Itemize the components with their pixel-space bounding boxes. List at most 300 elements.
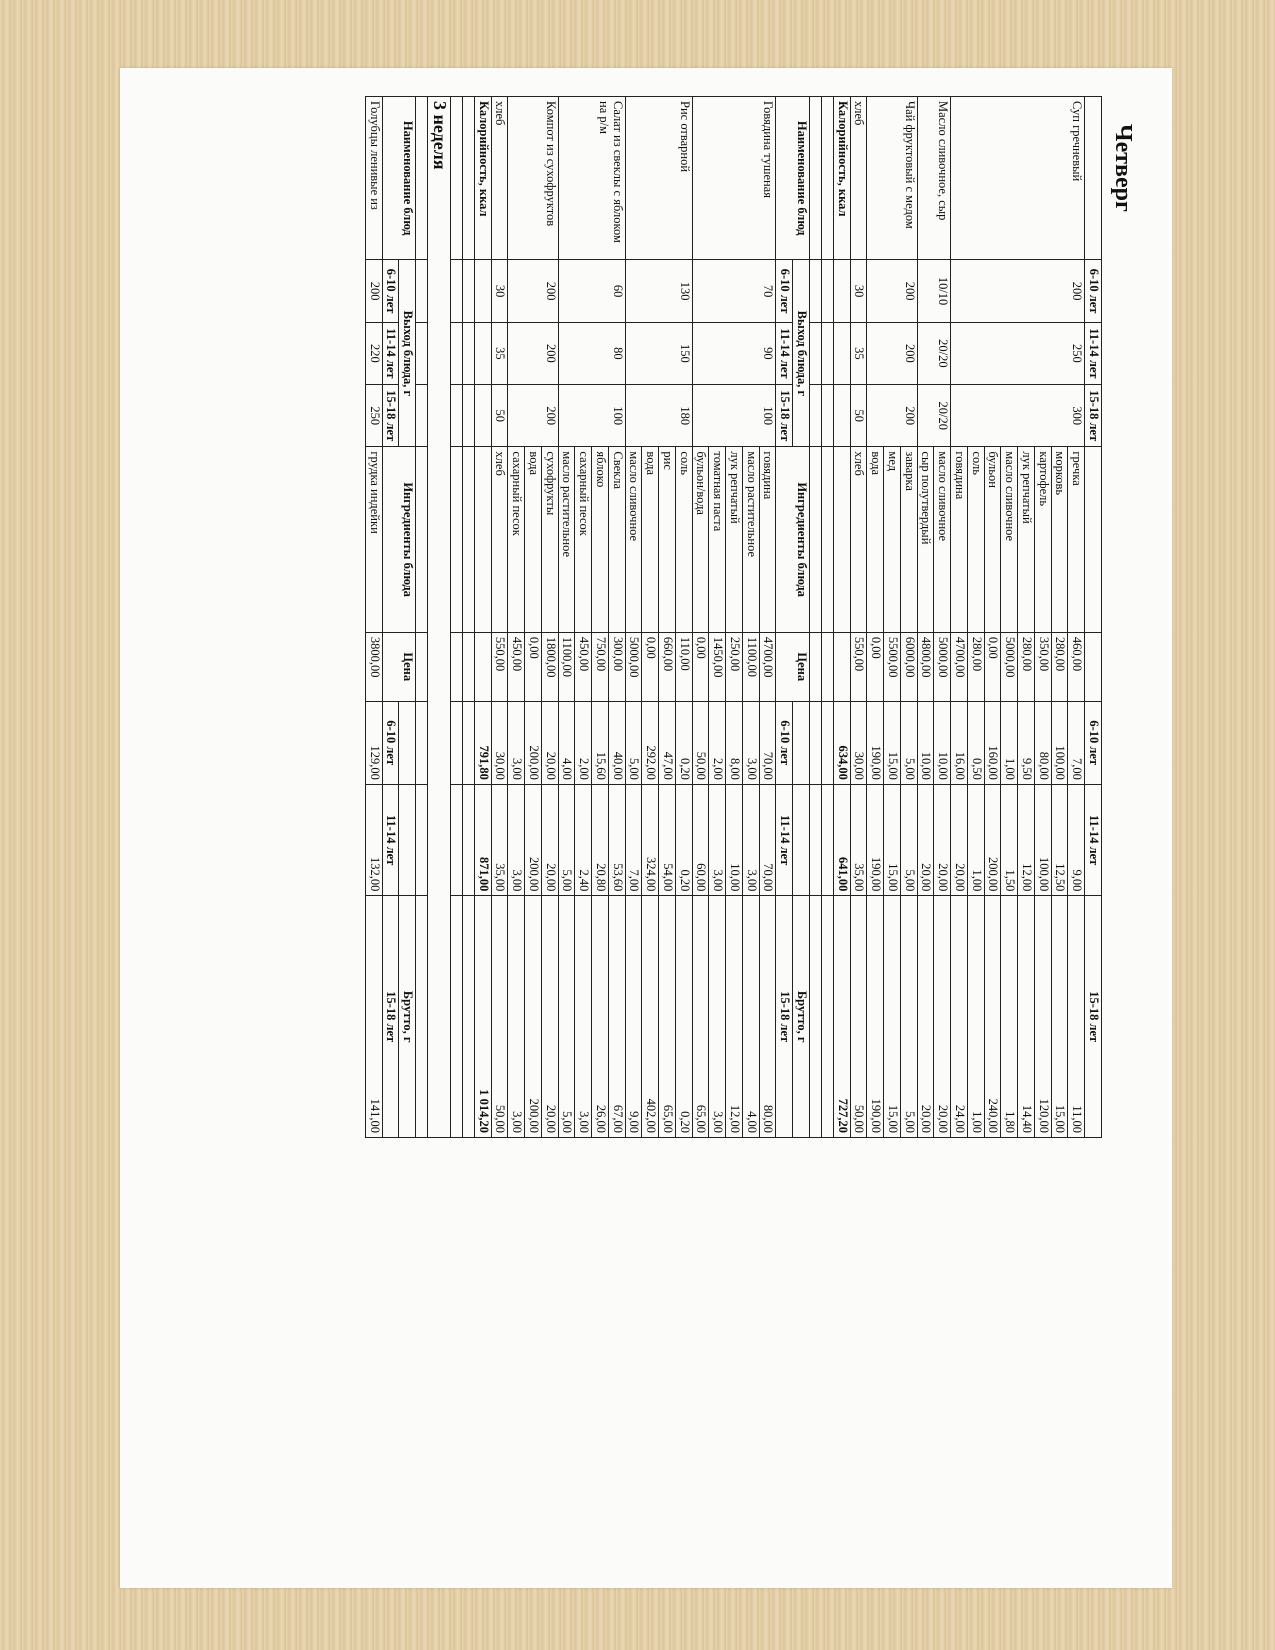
empty-cell [451,784,463,895]
empty-cell [463,632,475,701]
empty-cell [810,896,822,1138]
gross-6-10: 2,00 [575,701,592,784]
gross-15-18: 5,00 [558,896,575,1138]
ingredient-price: 280,00 [1018,632,1035,701]
ingredient-name: заварка [901,447,918,632]
gross-6-10: 40,00 [609,701,626,784]
empty-cell [399,784,416,895]
gross-11-14: 190,00 [867,784,884,895]
lunch-header-yield: Выход блюда, г [793,260,810,447]
gross-15-18: 3,00 [508,896,525,1138]
empty-cell [451,447,463,632]
gross-6-10: 80,00 [1035,701,1052,784]
ingredient-name: бульон [984,447,1001,632]
gross-6-10: 30,00 [491,701,508,784]
gross-11-14: 70,00 [759,784,776,895]
week3-header-ingredients: Ингредиенты блюда [382,447,416,632]
yield-6-10: 200 [508,260,558,322]
ingredient-name: масло растительное [558,447,575,632]
empty-cell [475,260,492,322]
empty-cell [451,632,463,701]
breakfast-dish-name: Масло сливочное, сыр [917,97,951,260]
gross-15-18: 14,40 [1018,896,1035,1138]
empty-cell [1085,97,1102,260]
empty-cell [463,97,475,260]
ingredient-name: соль [676,447,693,632]
ingredient-row [609,97,626,1138]
empty-cell [822,784,834,895]
empty-cell [793,784,810,895]
age-15-18: 15-18 лет [382,385,399,447]
week-title: 3 неделя [428,97,451,1138]
gross-11-14: 15,00 [884,784,901,895]
gross-11-14: 200,00 [984,784,1001,895]
spacer-row [810,97,822,1138]
gross-15-18: 26,00 [592,896,609,1138]
gross-11-14: 20,00 [542,784,559,895]
yield-6-10: 200 [365,260,382,322]
gross-6-10: 100,00 [1051,701,1068,784]
ingredient-row [759,97,776,1138]
ingredient-row [491,97,508,1138]
lunch-dish-name: хлеб [491,97,508,260]
gross-15-18: 190,00 [867,896,884,1138]
empty-cell [1085,632,1102,701]
calorie-label: Калорийность, ккал [475,97,492,260]
gross-15-18: 24,00 [951,896,968,1138]
gross-15-18: 50,00 [491,896,508,1138]
yield-6-10: 10/10 [917,260,951,322]
empty-cell [822,701,834,784]
empty-cell [416,322,428,384]
ingredient-price: 6000,00 [901,632,918,701]
gross-11-14: 3,00 [743,784,760,895]
gross-11-14: 7,00 [625,784,642,895]
week3-header-price: Цена [382,632,416,701]
gross-6-10: 3,00 [508,701,525,784]
ingredient-name: говядина [951,447,968,632]
week-title-row [428,97,451,1138]
gross-11-14: 60,00 [692,784,709,895]
gross-6-10: 0,50 [968,701,985,784]
gross-11-14: 3,00 [709,784,726,895]
yield-15-18: 50 [850,385,867,447]
age-11-14: 11-14 лет [382,784,399,895]
ingredient-name: масло сливочное [934,447,951,632]
gross-11-14: 20,00 [951,784,968,895]
empty-cell [1085,447,1102,632]
yield-6-10: 30 [491,260,508,322]
age-6-10: 6-10 лет [1085,701,1102,784]
gross-6-10: 5,00 [901,701,918,784]
calorie-6-10: 634,00 [834,701,851,784]
gross-6-10: 16,00 [951,701,968,784]
gross-15-18: 402,00 [642,896,659,1138]
gross-15-18: 3,00 [575,896,592,1138]
lunch-dish-name: Компот из сухофруктов [508,97,558,260]
yield-11-14: 250 [951,322,1085,384]
gross-15-18: 1,80 [1001,896,1018,1138]
gross-6-10: 7,00 [1068,701,1085,784]
empty-cell [822,385,834,447]
yield-15-18: 100 [558,385,625,447]
gross-15-18: 141,00 [365,896,382,1138]
ingredient-row [676,97,693,1138]
ingredient-price: 450,00 [508,632,525,701]
yield-11-14: 35 [491,322,508,384]
empty-cell [475,322,492,384]
yield-6-10: 130 [625,260,692,322]
week3-header-yield: Выход блюда, г [399,260,416,447]
ingredient-price: 5000,00 [1001,632,1018,701]
gross-6-10: 2,00 [709,701,726,784]
breakfast-dish-name: Чай фруктовый с медом [867,97,917,260]
empty-cell [810,385,822,447]
gross-11-14: 1,00 [968,784,985,895]
ingredient-price: 450,00 [575,632,592,701]
empty-cell [834,447,851,632]
ingredient-name: яблоко [592,447,609,632]
age-11-14: 11-14 лет [1085,322,1102,384]
ingredient-name: сухофрукты [542,447,559,632]
gross-15-18: 3,00 [709,896,726,1138]
empty-cell [416,385,428,447]
yield-6-10: 60 [558,260,625,322]
empty-cell [463,260,475,322]
calorie-15-18: 727,20 [834,896,851,1138]
gross-15-18: 20,00 [542,896,559,1138]
menu-table [365,96,1102,1138]
breakfast-dish-name: Суп гречневый [951,97,1085,260]
gross-11-14: 20,00 [917,784,934,895]
header-row [1085,97,1102,1138]
week3-header-gross: Брутто, г [399,896,416,1138]
gross-11-14: 5,00 [901,784,918,895]
empty-cell [451,701,463,784]
age-11-14: 11-14 лет [776,784,793,895]
empty-cell [822,322,834,384]
gross-15-18: 240,00 [984,896,1001,1138]
gross-6-10: 0,20 [676,701,693,784]
empty-cell [822,447,834,632]
ingredient-price: 5000,00 [934,632,951,701]
gross-11-14: 200,00 [525,784,542,895]
ingredient-name: хлеб [491,447,508,632]
gross-11-14: 53,60 [609,784,626,895]
ingredient-name: говядина [759,447,776,632]
ingredient-name: лук репчатый [726,447,743,632]
ingredient-price: 350,00 [1035,632,1052,701]
spacer-row [451,97,463,1138]
ingredient-name: томатная паста [709,447,726,632]
yield-15-18: 200 [508,385,558,447]
ingredient-name: масло сливочное [1001,447,1018,632]
empty-cell [822,632,834,701]
empty-cell [451,322,463,384]
lunch-dish-name: Рис отварной [625,97,692,260]
calorie-15-18: 1 014,20 [475,896,492,1138]
gross-11-14: 35,00 [850,784,867,895]
ingredient-price: 4700,00 [759,632,776,701]
empty-cell [810,701,822,784]
gross-11-14: 20,80 [592,784,609,895]
header-row [793,97,810,1138]
empty-cell [834,632,851,701]
ingredient-price: 660,00 [659,632,676,701]
yield-11-14: 90 [692,322,776,384]
header-row [399,97,416,1138]
gross-6-10: 4,00 [558,701,575,784]
ingredient-row [542,97,559,1138]
gross-15-18: 12,00 [726,896,743,1138]
gross-11-14: 2,40 [575,784,592,895]
ingredient-price: 550,00 [850,632,867,701]
gross-11-14: 9,00 [1068,784,1085,895]
ingredient-name: морковь [1051,447,1068,632]
empty-cell [810,447,822,632]
ingredient-price: 750,00 [592,632,609,701]
ingredient-name: вода [525,447,542,632]
ingredient-price: 280,00 [1051,632,1068,701]
empty-cell [416,784,428,895]
empty-cell [822,260,834,322]
gross-6-10: 292,00 [642,701,659,784]
ingredient-price: 5000,00 [625,632,642,701]
lunch-header-price: Цена [776,632,810,701]
empty-cell [810,784,822,895]
gross-15-18: 65,00 [692,896,709,1138]
lunch-header-name: Наименование блюд [776,97,810,260]
ingredient-name: Свекла [609,447,626,632]
age-6-10: 6-10 лет [776,701,793,784]
ingredient-name: вода [642,447,659,632]
yield-15-18: 100 [692,385,776,447]
empty-cell [416,896,428,1138]
empty-cell [834,322,851,384]
gross-11-14: 54,00 [659,784,676,895]
gross-11-14: 324,00 [642,784,659,895]
gross-6-10: 3,00 [743,701,760,784]
spacer-row [463,97,475,1138]
yield-15-18: 300 [951,385,1085,447]
age-15-18: 15-18 лет [776,896,793,1138]
empty-cell [399,701,416,784]
ingredient-price: 4700,00 [951,632,968,701]
yield-15-18: 200 [867,385,917,447]
ingredient-row [850,97,867,1138]
ingredient-name: хлеб [850,447,867,632]
ingredient-price: 280,00 [968,632,985,701]
gross-11-14: 10,00 [726,784,743,895]
empty-cell [416,701,428,784]
gross-6-10: 50,00 [692,701,709,784]
lunch-dish-name: Салат из свеклы с яблоком на р/м [558,97,625,260]
ingredient-name: сахарный песок [575,447,592,632]
gross-6-10: 5,00 [625,701,642,784]
calorie-11-14: 641,00 [834,784,851,895]
calorie-row [475,97,492,1138]
yield-11-14: 220 [365,322,382,384]
day-title: Четверг [1110,124,1136,212]
ingredient-price: 460,00 [1068,632,1085,701]
yield-11-14: 35 [850,322,867,384]
calorie-6-10: 791,80 [475,701,492,784]
menu-sheet-rotated [120,88,1140,1168]
ingredient-name: грудка индейки [365,447,382,632]
ingredient-price: 110,00 [676,632,693,701]
ingredient-price: 1100,00 [558,632,575,701]
age-6-10: 6-10 лет [1085,260,1102,322]
age-11-14: 11-14 лет [776,322,793,384]
ingredient-price: 1450,00 [709,632,726,701]
gross-15-18: 11,00 [1068,896,1085,1138]
calorie-label: Калорийность, ккал [834,97,851,260]
gross-6-10: 20,00 [542,701,559,784]
empty-cell [810,97,822,260]
empty-cell [834,260,851,322]
empty-cell [810,260,822,322]
empty-cell [463,447,475,632]
gross-6-10: 129,00 [365,701,382,784]
ingredient-name: соль [968,447,985,632]
yield-6-10: 200 [867,260,917,322]
ingredient-name: масло сливочное [625,447,642,632]
gross-6-10: 160,00 [984,701,1001,784]
gross-15-18: 67,00 [609,896,626,1138]
empty-cell [416,447,428,632]
gross-15-18: 0,20 [676,896,693,1138]
gross-11-14: 0,20 [676,784,693,895]
gross-15-18: 65,00 [659,896,676,1138]
empty-cell [475,385,492,447]
ingredient-price: 0,00 [984,632,1001,701]
gross-11-14: 12,50 [1051,784,1068,895]
ingredient-name: бульон/вода [692,447,709,632]
ingredient-price: 0,00 [692,632,709,701]
ingredient-row [365,97,382,1138]
gross-6-10: 30,00 [850,701,867,784]
gross-11-14: 3,00 [508,784,525,895]
ingredient-price: 1800,00 [542,632,559,701]
lunch-header-ingredients: Ингредиенты блюда [776,447,810,632]
age-6-10: 6-10 лет [776,260,793,322]
yield-15-18: 180 [625,385,692,447]
empty-cell [416,632,428,701]
empty-cell [451,260,463,322]
yield-11-14: 20/20 [917,322,951,384]
ingredient-name: сыр полутвердый [917,447,934,632]
gross-6-10: 10,00 [934,701,951,784]
ingredient-name: мед [884,447,901,632]
yield-11-14: 200 [867,322,917,384]
lunch-header-gross: Брутто, г [793,896,810,1138]
age-11-14: 11-14 лет [382,322,399,384]
gross-6-10: 1,00 [1001,701,1018,784]
gross-15-18: 20,00 [934,896,951,1138]
yield-6-10: 200 [951,260,1085,322]
gross-15-18: 4,00 [743,896,760,1138]
gross-6-10: 200,00 [525,701,542,784]
empty-cell [463,701,475,784]
gross-11-14: 20,00 [934,784,951,895]
empty-cell [475,447,492,632]
lunch-dish-name: Говядина тушеная [692,97,776,260]
gross-6-10: 9,50 [1018,701,1035,784]
gross-11-14: 35,00 [491,784,508,895]
ingredient-price: 5500,00 [884,632,901,701]
gross-6-10: 15,60 [592,701,609,784]
calorie-row [834,97,851,1138]
ingredient-name: картофель [1035,447,1052,632]
empty-cell [463,784,475,895]
age-11-14: 11-14 лет [1085,784,1102,895]
gross-15-18: 15,00 [884,896,901,1138]
yield-6-10: 30 [850,260,867,322]
ingredient-price: 0,00 [867,632,884,701]
age-6-10: 6-10 лет [382,260,399,322]
empty-cell [822,896,834,1138]
gross-15-18: 20,00 [917,896,934,1138]
ingredient-price: 300,00 [609,632,626,701]
ingredient-name: лук репчатый [1018,447,1035,632]
gross-15-18: 9,00 [625,896,642,1138]
age-6-10: 6-10 лет [382,701,399,784]
age-15-18: 15-18 лет [776,385,793,447]
yield-15-18: 250 [365,385,382,447]
empty-cell [793,701,810,784]
empty-cell [834,385,851,447]
gross-11-14: 12,00 [1018,784,1035,895]
gross-15-18: 120,00 [1035,896,1052,1138]
ingredient-price: 0,00 [525,632,542,701]
gross-6-10: 190,00 [867,701,884,784]
ingredient-price: 4800,00 [917,632,934,701]
gross-15-18: 15,00 [1051,896,1068,1138]
gross-6-10: 15,00 [884,701,901,784]
gross-15-18: 80,00 [759,896,776,1138]
age-15-18: 15-18 лет [1085,896,1102,1138]
spacer-row [416,97,428,1138]
ingredient-name: гречка [1068,447,1085,632]
yield-11-14: 80 [558,322,625,384]
empty-cell [463,385,475,447]
week3-header-name: Наименование блюд [382,97,416,260]
ingredient-price: 550,00 [491,632,508,701]
gross-15-18: 200,00 [525,896,542,1138]
empty-cell [463,322,475,384]
gross-15-18: 1,00 [968,896,985,1138]
ingredient-name: масло растительное [743,447,760,632]
ingredient-row [901,97,918,1138]
empty-cell [416,260,428,322]
gross-11-14: 1,50 [1001,784,1018,895]
gross-11-14: 5,00 [558,784,575,895]
spacer-row [822,97,834,1138]
empty-cell [810,632,822,701]
yield-11-14: 200 [508,322,558,384]
gross-15-18: 50,00 [850,896,867,1138]
empty-cell [810,322,822,384]
gross-6-10: 10,00 [917,701,934,784]
ingredient-row [1068,97,1085,1138]
empty-cell [463,896,475,1138]
breakfast-dish-name: хлеб [850,97,867,260]
empty-cell [822,97,834,260]
empty-cell [451,385,463,447]
ingredient-price: 1100,00 [743,632,760,701]
empty-cell [451,896,463,1138]
ingredient-name: рис [659,447,676,632]
